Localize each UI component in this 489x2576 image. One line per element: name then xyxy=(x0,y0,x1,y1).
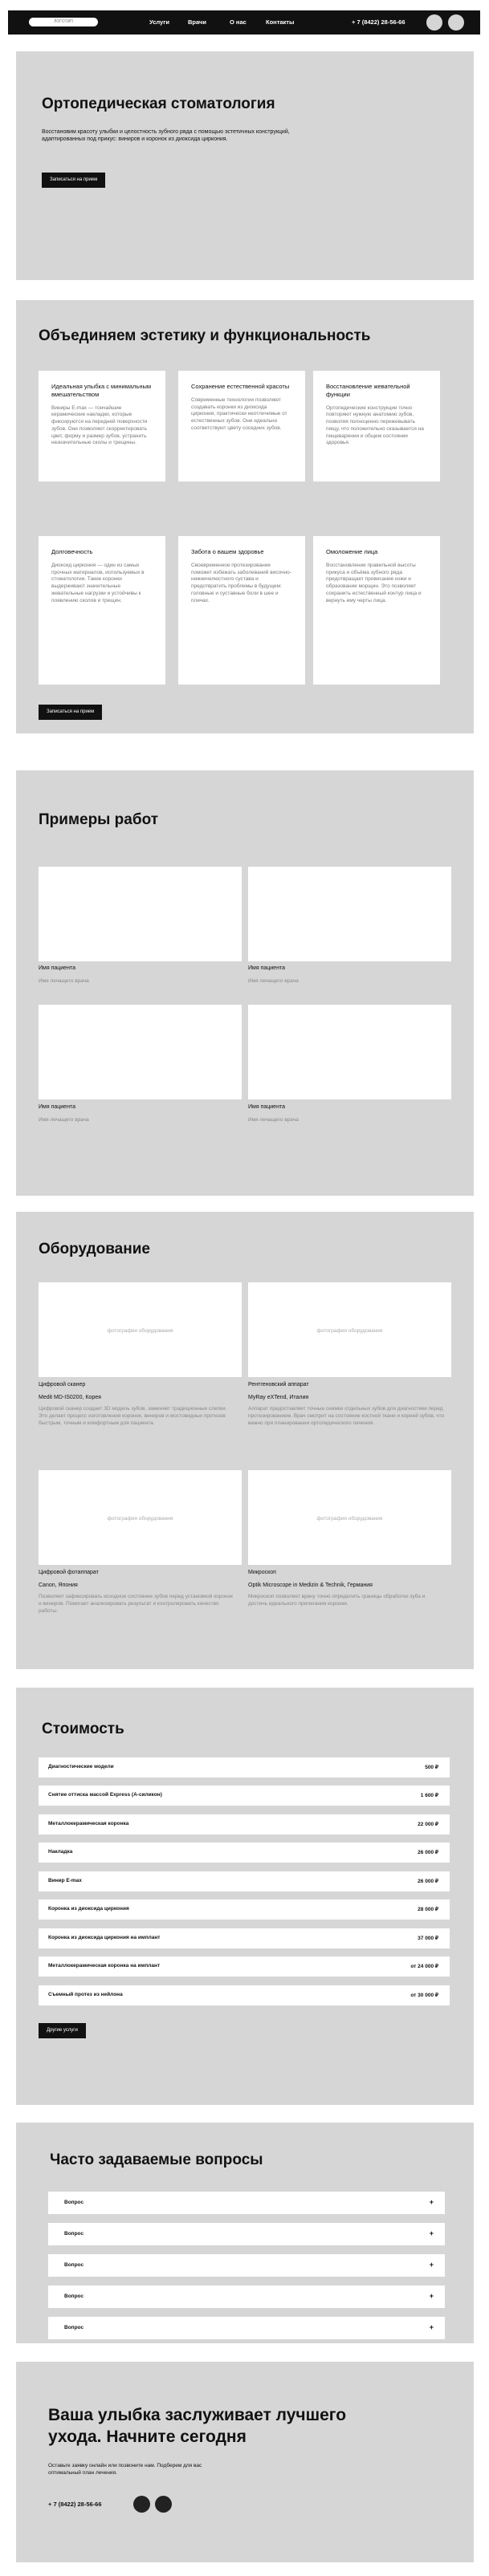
faq-item[interactable] xyxy=(48,2192,445,2214)
price-row xyxy=(39,1786,450,1806)
feature-card-text: Диоксид циркония — один из самых прочных материалов, используемых в стоматологии. Такие коронки выдерживают значительные жевательные нагрузки и устойчивы к появлению сколов и трещин. xyxy=(51,562,145,603)
plus-icon[interactable]: + xyxy=(429,2261,434,2269)
price-value: от 24 000 ₽ xyxy=(410,1964,438,1969)
work-photo[interactable] xyxy=(248,1005,451,1099)
social-icon[interactable] xyxy=(448,14,464,30)
feature-card-text: Ортопедические конструкции точно повторяют нужную анатомию зубов, позволяя полноценно пережевывать пищу, что положительно сказывается на пищеварении и общем состоянии здоровья. xyxy=(326,404,424,446)
feature-card-title: Забота о вашем здоровье xyxy=(191,548,264,555)
feature-card-title: Долговечность xyxy=(51,548,93,555)
price-value: 28 000 ₽ xyxy=(418,1907,438,1912)
feature-card-title: Омоложение лица xyxy=(326,548,378,555)
equipment-photo xyxy=(39,1470,242,1565)
equipment-photo-placeholder: фотография оборудования xyxy=(316,1515,383,1522)
features-appointment-button[interactable]: Записаться на прием xyxy=(39,705,102,720)
equipment-photo xyxy=(248,1470,451,1565)
feature-card-text: Современные технологии позволяют создавать коронки из диоксида циркония, практически неотличимые от естественных зубов. Они идеально соответствуют цвету соседних зубов. xyxy=(191,396,287,431)
social-icon[interactable] xyxy=(426,14,442,30)
price-row xyxy=(39,1871,450,1891)
works-title: Примеры работ xyxy=(39,811,159,828)
price-value: 26 000 ₽ xyxy=(418,1879,438,1884)
equipment-photo-placeholder: фотография оборудования xyxy=(316,1327,383,1334)
feature-card xyxy=(313,371,440,481)
equipment-model: MyRay eXTend, Италия xyxy=(248,1395,309,1400)
feature-card xyxy=(178,536,305,685)
price-row xyxy=(39,1899,450,1920)
cta-phone[interactable]: + 7 (8422) 28-56-66 xyxy=(48,2501,102,2508)
nav-doctors[interactable]: Врачи xyxy=(188,18,206,26)
plus-icon[interactable]: + xyxy=(429,2229,434,2237)
work-photo[interactable] xyxy=(39,1005,242,1099)
messenger-icon[interactable] xyxy=(133,2496,150,2513)
doctor-name: Имя лечащего врача xyxy=(248,1117,299,1123)
price-value: 1 600 ₽ xyxy=(420,1793,438,1798)
feature-card xyxy=(39,371,165,481)
price-service-name: Винир E-max xyxy=(48,1878,82,1883)
price-value: 37 000 ₽ xyxy=(418,1936,438,1941)
other-services-button[interactable]: Другие услуги xyxy=(39,2023,86,2038)
prices-title-text: Стоимость xyxy=(42,1721,124,1737)
faq-item[interactable] xyxy=(48,2285,445,2308)
nav-about[interactable]: О нас xyxy=(230,18,247,26)
messenger-icon[interactable] xyxy=(155,2496,172,2513)
price-service-name: Коронка из диоксида циркония xyxy=(48,1906,129,1912)
price-service-name: Съемный протез из нейлона xyxy=(48,1992,123,1997)
work-photo[interactable] xyxy=(248,867,451,961)
feature-card-text: Виниры E-max — тончайшие керамические накладки, которые фиксируются на передней поверхности зубов. Они позволяют скорректировать цвет, форму и размер зубов, устранить незначительные сколы и трещины. xyxy=(51,404,148,446)
faq-title: Часто задаваемые вопросы xyxy=(50,2151,263,2168)
cta-text: Оставьте заявку онлайн или позвоните нам. Подберем для вас оптимальный план лечения. xyxy=(48,2463,202,2476)
hero-appointment-button[interactable]: Записаться на прием xyxy=(42,173,105,188)
price-row xyxy=(39,1757,450,1778)
equipment-title: Оборудование xyxy=(39,1241,150,1258)
price-value: от 30 000 ₽ xyxy=(410,1993,438,1998)
price-value: 500 ₽ xyxy=(425,1765,438,1770)
faq-item[interactable] xyxy=(48,2223,445,2245)
patient-name: Имя пациента xyxy=(248,1104,285,1110)
price-row xyxy=(39,1928,450,1948)
header-phone[interactable]: + 7 (8422) 28-56-66 xyxy=(352,18,405,26)
features-title: Объединяем эстетику и функциональность xyxy=(39,327,371,344)
equipment-photo xyxy=(39,1282,242,1377)
feature-card-title: Идеальная улыбка с минимальным вмешательством xyxy=(51,383,152,398)
patient-name: Имя пациента xyxy=(39,965,75,971)
plus-icon[interactable]: + xyxy=(429,2292,434,2300)
faq-question: Вопрос xyxy=(64,2200,84,2205)
feature-card-text: Своевременное протезирование поможет избежать заболеваний височно-нижнечелюстного сустава и предотвратить проблемы в будущем: головные и суставные боли в шее и плечах. xyxy=(191,562,291,603)
equipment-model: Optik Microscope in Medizin & Technik, Германия xyxy=(248,1583,373,1588)
price-service-name: Снятие оттиска массой Express (А-силикон) xyxy=(48,1792,162,1798)
price-value: 22 000 ₽ xyxy=(418,1822,438,1827)
equipment-name: Микроскоп xyxy=(248,1570,276,1575)
equipment-photo xyxy=(248,1282,451,1377)
faq-question: Вопрос xyxy=(64,2325,84,2330)
equipment-model: Medit MD-IS0200, Корея xyxy=(39,1395,101,1400)
equipment-description: Микроскоп позволяет врачу точно определить границы обработки зуба и достичь идеального прилегания коронки. xyxy=(248,1594,426,1607)
equipment-model: Canon, Япония xyxy=(39,1583,78,1588)
price-row xyxy=(39,1814,450,1834)
feature-card xyxy=(178,371,305,481)
hero-title: Ортопедическая стоматология xyxy=(42,95,275,112)
plus-icon[interactable]: + xyxy=(429,2198,434,2206)
plus-icon[interactable]: + xyxy=(429,2323,434,2331)
faq-item[interactable] xyxy=(48,2254,445,2277)
price-row xyxy=(39,1956,450,1977)
price-service-name: Накладка xyxy=(48,1849,73,1855)
hero-text: Восстановим красоту улыбки и целостность зубного ряда с помощью эстетичных конструкций, адаптированных под прикус: виниров и коронок из диоксида циркония. xyxy=(42,129,290,143)
doctor-name: Имя лечащего врача xyxy=(39,978,89,984)
price-service-name: Коронка из диоксида циркония на имплант xyxy=(48,1935,161,1940)
faq-question: Вопрос xyxy=(64,2262,84,2268)
equipment-name: Цифровой фотаппарат xyxy=(39,1570,99,1575)
doctor-name: Имя лечащего врача xyxy=(39,1117,89,1123)
feature-card xyxy=(39,536,165,685)
site-header xyxy=(8,10,480,35)
price-row xyxy=(39,1985,450,2005)
work-photo[interactable] xyxy=(39,867,242,961)
logo[interactable]: ЛОГОТИП xyxy=(29,18,98,26)
feature-card xyxy=(313,536,440,685)
equipment-photo-placeholder: фотография оборудования xyxy=(107,1327,173,1334)
faq-question: Вопрос xyxy=(64,2231,84,2237)
price-row xyxy=(39,1843,450,1863)
equipment-name: Цифровой сканер xyxy=(39,1382,86,1388)
price-service-name: Металлокерамическая коронка на имплант xyxy=(48,1963,161,1969)
nav-services[interactable]: Услуги xyxy=(149,18,169,26)
patient-name: Имя пациента xyxy=(248,965,285,971)
equipment-description: Цифровой сканер создает 3D модель зубов, заменяет традиционные слепки. Это делает процесс изготовления коронок, виниров и мостовидных протезов быстрым, точным и комфортным для пациента. xyxy=(39,1406,227,1426)
feature-card-title: Восстановление жевательной функции xyxy=(326,383,410,398)
price-service-name: Диагностические модели xyxy=(48,1764,114,1769)
price-service-name: Металлокерамическая коронка xyxy=(48,1821,129,1826)
nav-contacts[interactable]: Контакты xyxy=(266,18,295,26)
equipment-name: Рентгеновский аппарат xyxy=(248,1382,309,1388)
hero-section xyxy=(16,51,474,280)
faq-question: Вопрос xyxy=(64,2294,84,2299)
cta-section xyxy=(16,2362,474,2562)
patient-name: Имя пациента xyxy=(39,1104,75,1110)
doctor-name: Имя лечащего врача xyxy=(248,978,299,984)
prices-section xyxy=(16,1688,474,2105)
equipment-photo-placeholder: фотография оборудования xyxy=(107,1515,173,1522)
feature-card-title: Сохранение естественной красоты xyxy=(191,383,290,390)
equipment-description: Позволяет зафиксировать исходное состояние зубов перед установкой коронок и виниров. Помогает анализировать результат и контролировать качество работы. xyxy=(39,1594,234,1614)
price-value: 26 000 ₽ xyxy=(418,1850,438,1855)
cta-title: Ваша улыбка заслуживает лучшего ухода. Начните сегодня xyxy=(48,2406,347,2447)
faq-item[interactable] xyxy=(48,2317,445,2339)
equipment-description: Аппарат предоставляет точные снимки отдельных зубов для диагностики перед протезированием. Врач смотрит на состояние костной ткани и корней зубов, что важно при планировании ортопедического лечения. xyxy=(248,1406,445,1426)
feature-card-text: Восстановление правильной высоты прикуса и объёма зубного ряда предотвращает провисание кожи и образование морщин. Это позволяет сохранить естественный контур лица и вернуть ему черты лица. xyxy=(326,562,422,603)
